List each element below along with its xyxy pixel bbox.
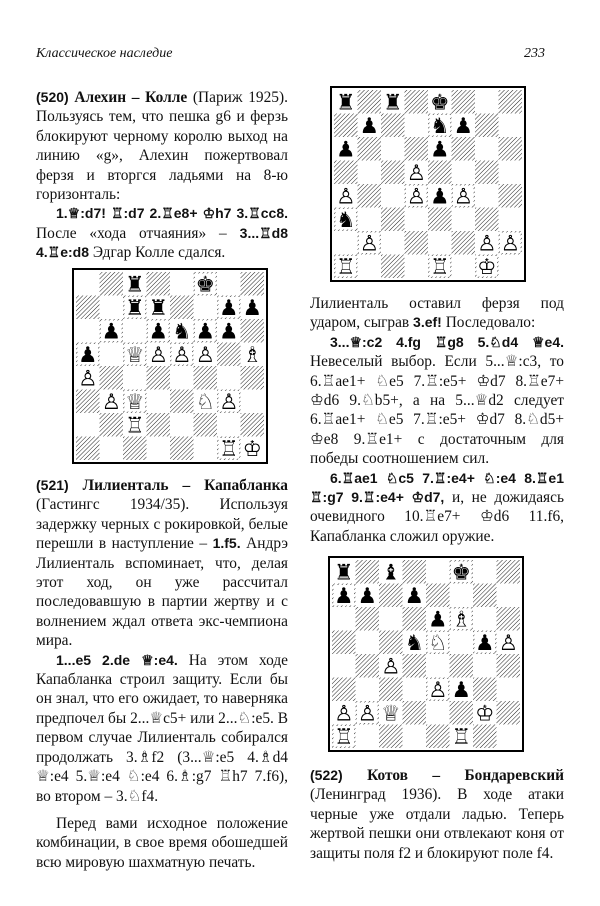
chess-piece-d7: ♜ bbox=[148, 295, 168, 321]
dark-square bbox=[450, 701, 474, 725]
chess-piece-a4: ♙ bbox=[336, 184, 356, 210]
chess-piece-c2: ♖ bbox=[125, 413, 145, 439]
dark-square bbox=[170, 296, 194, 320]
chessboard bbox=[72, 268, 268, 464]
chess-piece-e7: ♞ bbox=[430, 113, 450, 139]
game-number: (522) bbox=[310, 767, 343, 783]
dark-square bbox=[241, 319, 265, 343]
chess-piece-b7: ♟ bbox=[357, 583, 377, 609]
running-title: Классическое наследие bbox=[36, 46, 173, 61]
moves: 1...e5 2.de ♕:e4. bbox=[56, 651, 178, 668]
moves: 6.♖ae1 ♘c5 7.♖:e4+ ♘:e4 8.♖e1 ♖:g7 9.♖:e4+ ♔d7, bbox=[310, 469, 564, 506]
dark-square bbox=[358, 137, 382, 161]
chess-diagram-kotov-bondarevsky bbox=[328, 556, 524, 752]
paragraph: (Ленинград 1936). В ходе атаки черные уже отдали ладью. Теперь жертвой пешки они отвлекают коня от защиты поля f2 и блокируют поле f4. bbox=[310, 786, 564, 862]
dark-square bbox=[450, 654, 474, 678]
chess-piece-d7: ♟ bbox=[404, 583, 424, 609]
paragraph: (Гастингс 1934/35). Используя задержку черных с рокировкой, белые перешли в наступление – bbox=[36, 496, 288, 553]
chess-piece-f7: ♟ bbox=[453, 113, 473, 139]
chess-piece-e8: ♚ bbox=[430, 90, 450, 116]
chess-piece-c5: ♕ bbox=[125, 342, 145, 368]
dark-square bbox=[194, 413, 218, 437]
dark-square bbox=[473, 678, 497, 702]
paragraph: и, не дожидаясь очевидного 10.♖e7+ ♔d6 11.f6, Капабланка сложил оружие. bbox=[310, 489, 564, 545]
dark-square bbox=[379, 631, 403, 655]
dark-square bbox=[475, 208, 499, 232]
chess-piece-d5: ♞ bbox=[404, 630, 424, 656]
chess-piece-h1: ♔ bbox=[242, 436, 262, 462]
chess-piece-f5: ♙ bbox=[195, 342, 215, 368]
paragraph: Эдгар Колле сдался. bbox=[89, 244, 226, 262]
chess-piece-a8: ♜ bbox=[334, 560, 354, 586]
paragraph: Пользуясь тем, что пешка g6 и ферзь блокируют черному королю выход на линию «g», Алехин пожертвовал ферзя и вторгся ладьями на 8-ю горизонталь: bbox=[36, 108, 288, 204]
chessboard bbox=[328, 556, 524, 752]
chess-piece-c8: ♜ bbox=[383, 90, 403, 116]
dark-square bbox=[358, 184, 382, 208]
dark-square bbox=[381, 208, 405, 232]
dark-square bbox=[241, 413, 265, 437]
chess-piece-c3: ♕ bbox=[125, 389, 145, 415]
chess-piece-e3: ♙ bbox=[428, 677, 448, 703]
chess-piece-b2: ♙ bbox=[359, 231, 379, 257]
dark-square bbox=[76, 390, 100, 414]
chess-piece-d5: ♙ bbox=[148, 342, 168, 368]
chess-piece-e6: ♟ bbox=[430, 137, 450, 163]
chess-piece-h5: ♗ bbox=[242, 342, 262, 368]
dark-square bbox=[194, 366, 218, 390]
dark-square bbox=[452, 90, 476, 114]
game-number: (520) bbox=[36, 89, 69, 105]
dark-square bbox=[499, 90, 523, 114]
dark-square bbox=[403, 560, 427, 584]
dark-square bbox=[497, 560, 521, 584]
dark-square bbox=[497, 701, 521, 725]
chess-piece-g1: ♔ bbox=[477, 254, 497, 280]
chess-piece-e5: ♙ bbox=[172, 342, 192, 368]
chess-piece-f6: ♗ bbox=[451, 607, 471, 633]
dark-square bbox=[147, 366, 171, 390]
players: Котов – Бондаревский bbox=[367, 767, 564, 784]
dark-square bbox=[473, 725, 497, 749]
dark-square bbox=[405, 90, 429, 114]
chess-piece-e6: ♟ bbox=[428, 607, 448, 633]
players: Алехин – Колле bbox=[74, 89, 188, 106]
dark-square bbox=[100, 413, 124, 437]
chess-piece-a2: ♙ bbox=[334, 701, 354, 727]
dark-square bbox=[475, 114, 499, 138]
chess-piece-d5: ♙ bbox=[406, 160, 426, 186]
chess-piece-f3: ♟ bbox=[451, 677, 471, 703]
chess-diagram-alekhine-colle bbox=[72, 268, 268, 464]
chess-piece-a5: ♟ bbox=[78, 342, 98, 368]
dark-square bbox=[428, 161, 452, 185]
players: Лилиенталь – Капабланка bbox=[82, 477, 288, 494]
paragraph: Перед вами исходное положение комбинации, в свое время обошедшей всю мировую шахматную печать. bbox=[36, 814, 288, 871]
chess-piece-e1: ♖ bbox=[430, 254, 450, 280]
game-521-text bbox=[36, 476, 288, 872]
chess-piece-d4: ♙ bbox=[406, 184, 426, 210]
dark-square bbox=[356, 560, 380, 584]
chess-diagram-lilienthal-capablanca bbox=[330, 86, 526, 282]
chess-piece-c2: ♕ bbox=[381, 701, 401, 727]
dark-square bbox=[356, 654, 380, 678]
chess-piece-e4: ♟ bbox=[430, 184, 450, 210]
chess-piece-g1: ♖ bbox=[219, 436, 239, 462]
dark-square bbox=[452, 231, 476, 255]
dark-square bbox=[241, 272, 265, 296]
chess-piece-c4: ♙ bbox=[381, 654, 401, 680]
dark-square bbox=[381, 161, 405, 185]
chessboard bbox=[330, 86, 526, 282]
chess-piece-a4: ♙ bbox=[78, 366, 98, 392]
paragraph: После «хода отчаяния» – bbox=[36, 224, 240, 242]
dark-square bbox=[147, 272, 171, 296]
dark-square bbox=[241, 366, 265, 390]
dark-square bbox=[381, 114, 405, 138]
chess-piece-a3: ♞ bbox=[336, 207, 356, 233]
moves: 1.f5. bbox=[212, 535, 241, 552]
chess-piece-b3: ♙ bbox=[101, 389, 121, 415]
paragraph: Андрэ Лилиенталь вспоминает, что, делая этот ход, он уже рассчитал последовавшую в партии жертву и с волнением ждал ответа экс-чемпиона мира. bbox=[36, 535, 288, 650]
chess-piece-c7: ♜ bbox=[125, 295, 145, 321]
moves: 3...♕:c2 4.fg ♖g8 5.♘d4 ♕e4. bbox=[330, 333, 564, 350]
dark-square bbox=[123, 437, 147, 461]
chess-piece-h5: ♙ bbox=[498, 630, 518, 656]
chess-piece-c8: ♝ bbox=[381, 560, 401, 586]
dark-square bbox=[379, 584, 403, 608]
chess-piece-b2: ♙ bbox=[357, 701, 377, 727]
dark-square bbox=[428, 208, 452, 232]
game-520-text bbox=[36, 88, 288, 263]
game-522-text bbox=[310, 766, 564, 863]
dark-square bbox=[379, 725, 403, 749]
dark-square bbox=[379, 678, 403, 702]
dark-square bbox=[170, 390, 194, 414]
chess-piece-f3: ♘ bbox=[195, 389, 215, 415]
chess-piece-g5: ♟ bbox=[475, 630, 495, 656]
chess-piece-d6: ♟ bbox=[148, 319, 168, 345]
place: (Париж 1925). bbox=[192, 89, 288, 106]
paragraph: На этом ходе Капабланка строил защиту. Если бы он знал, что его ожидает, то наверняка предпочел бы 2...♕c5+ или 2...♘:e5. В первом случае Лилиенталь собирался продолжать 3.♗f2 (3...♕:e5 4.♗d4 ♕:e4 5.♕:e4 ♘:e4 6.♗:g7 ♖h7 7.f6), во втором – 3.♘f4. bbox=[36, 651, 289, 805]
dark-square bbox=[217, 343, 241, 367]
dark-square bbox=[76, 296, 100, 320]
dark-square bbox=[170, 437, 194, 461]
dark-square bbox=[497, 654, 521, 678]
chess-piece-g7: ♟ bbox=[219, 295, 239, 321]
chess-piece-f1: ♖ bbox=[451, 724, 471, 750]
dark-square bbox=[100, 272, 124, 296]
chess-piece-a1: ♖ bbox=[336, 254, 356, 280]
chess-piece-f6: ♟ bbox=[195, 319, 215, 345]
dark-square bbox=[334, 161, 358, 185]
dark-square bbox=[426, 725, 450, 749]
chess-piece-a1: ♖ bbox=[334, 724, 354, 750]
chess-piece-e5: ♘ bbox=[428, 630, 448, 656]
dark-square bbox=[332, 631, 356, 655]
dark-square bbox=[475, 161, 499, 185]
dark-square bbox=[499, 184, 523, 208]
dark-square bbox=[405, 231, 429, 255]
dark-square bbox=[358, 90, 382, 114]
moves: 1.♕:d7! ♖:d7 2.♖e8+ ♔h7 3.♖cc8. bbox=[56, 205, 288, 222]
dark-square bbox=[473, 584, 497, 608]
chess-piece-f8: ♚ bbox=[195, 272, 215, 298]
dark-square bbox=[452, 137, 476, 161]
dark-square bbox=[497, 607, 521, 631]
dark-square bbox=[381, 255, 405, 279]
chess-piece-e6: ♞ bbox=[172, 319, 192, 345]
chess-piece-c8: ♜ bbox=[125, 272, 145, 298]
chess-piece-a7: ♟ bbox=[334, 583, 354, 609]
page-number: 233 bbox=[524, 46, 545, 61]
chess-piece-h7: ♟ bbox=[242, 295, 262, 321]
chess-piece-a8: ♜ bbox=[336, 90, 356, 116]
dark-square bbox=[426, 584, 450, 608]
paragraph: Последовало: bbox=[441, 314, 536, 332]
dark-square bbox=[332, 678, 356, 702]
game-521-continuation bbox=[310, 294, 564, 546]
paragraph: Невеселый выбор. Если 5...♕:c3, то 6.♖ae1+ ♘e5 7.♖:e5+ ♔d7 8.♖e7+ ♔d6 9.♘b5+, а на 5...♕d2 следует 6.♖ae1+ ♘e5 7.♖:e5+ ♔d7 8.♘d5+ ♔e8 9.♖e1+ с достаточным для победы соотношением сил. bbox=[310, 353, 564, 468]
dark-square bbox=[334, 114, 358, 138]
game-number: (521) bbox=[36, 477, 69, 493]
dark-square bbox=[405, 137, 429, 161]
moves: 3...♖d8 4.♖e:d8 bbox=[36, 224, 288, 261]
dark-square bbox=[403, 654, 427, 678]
moves: 3.ef! bbox=[413, 314, 442, 331]
dark-square bbox=[100, 366, 124, 390]
chess-piece-b7: ♟ bbox=[359, 113, 379, 139]
dark-square bbox=[76, 437, 100, 461]
chess-piece-g3: ♙ bbox=[219, 389, 239, 415]
chess-piece-g6: ♟ bbox=[219, 319, 239, 345]
dark-square bbox=[403, 607, 427, 631]
chess-piece-g2: ♔ bbox=[475, 701, 495, 727]
dark-square bbox=[147, 413, 171, 437]
dark-square bbox=[499, 137, 523, 161]
chess-piece-b6: ♟ bbox=[101, 319, 121, 345]
chess-piece-f4: ♙ bbox=[453, 184, 473, 210]
dark-square bbox=[356, 607, 380, 631]
chess-piece-a6: ♟ bbox=[336, 137, 356, 163]
paragraph: Лилиенталь оставил ферзя под ударом, сыграв bbox=[310, 295, 564, 332]
chess-piece-g2: ♙ bbox=[477, 231, 497, 257]
dark-square bbox=[403, 701, 427, 725]
chess-piece-h2: ♙ bbox=[500, 231, 520, 257]
chess-piece-f8: ♚ bbox=[451, 560, 471, 586]
